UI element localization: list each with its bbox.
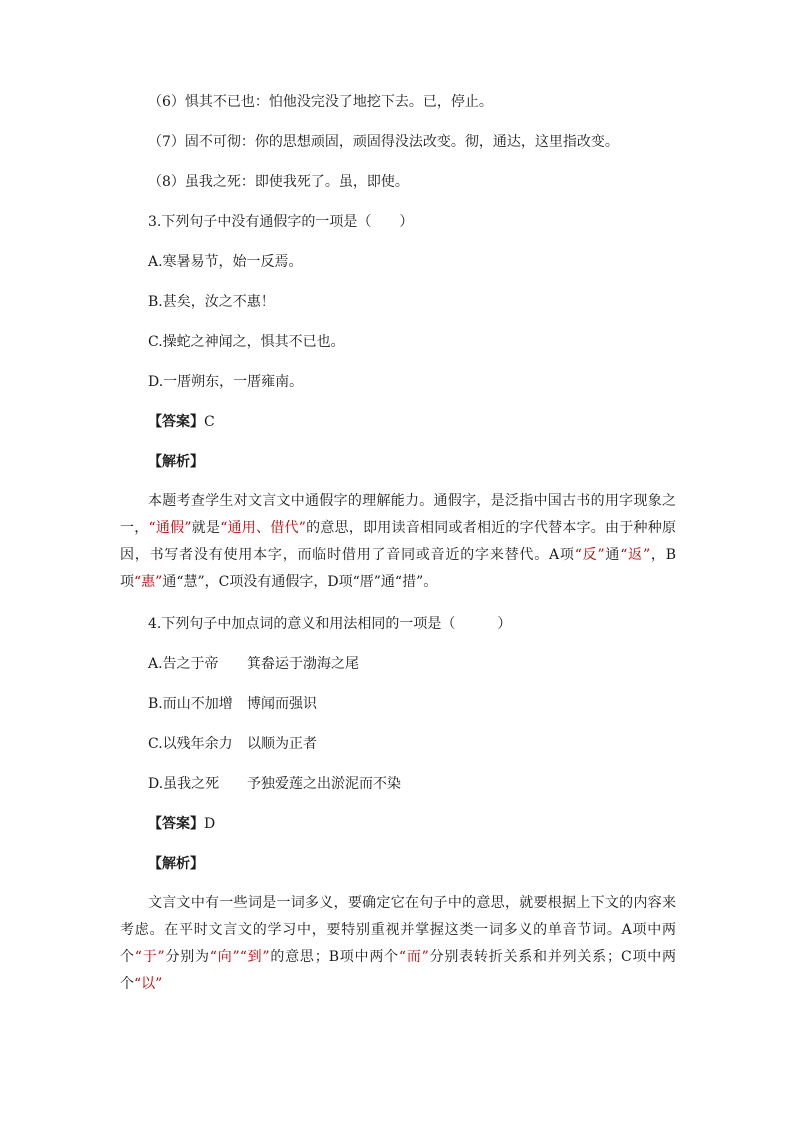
option-left: A.告之于帝 bbox=[148, 656, 219, 672]
quoted-term: “通用、借代” bbox=[220, 520, 306, 536]
note-7: （7）固不可彻：你的思想顽固，顽固得没法改变。彻，通达，这里指改变。 bbox=[148, 134, 619, 150]
question-3-analysis-label bbox=[120, 452, 678, 472]
note-8: （8）虽我之死：即使我死了。虽，即使。 bbox=[148, 174, 409, 190]
question-4-option-a bbox=[120, 654, 678, 674]
quoted-term: “到” bbox=[239, 949, 270, 965]
option-right: 以顺为正者 bbox=[247, 736, 317, 752]
quoted-term: “慧” bbox=[176, 574, 205, 590]
option-left: D.虽我之死 bbox=[148, 776, 220, 792]
analysis-segment: 的意思；B项中两个 bbox=[269, 949, 399, 965]
analysis-segment: 就是 bbox=[191, 520, 221, 536]
analysis-segment: 分别为 bbox=[164, 949, 210, 965]
analysis-segment: 通 bbox=[380, 574, 395, 590]
option-left: B.而山不加增 bbox=[148, 696, 233, 712]
analysis-segment: ，B项 bbox=[120, 547, 676, 590]
note-6: （6）惧其不已也：怕他没完没了地挖下去。已，停止。 bbox=[148, 94, 493, 110]
question-3-answer bbox=[120, 412, 678, 432]
quoted-term: “措” bbox=[394, 574, 424, 590]
analysis-label: 【解析】 bbox=[148, 856, 204, 872]
quoted-term: “以” bbox=[134, 976, 163, 992]
question-3-stem: 3.下列句子中没有通假字的一项是（ ） bbox=[148, 214, 414, 230]
answer-value: D bbox=[204, 816, 216, 832]
option-left: C.以残年余力 bbox=[148, 736, 233, 752]
question-4-analysis-text bbox=[120, 890, 678, 998]
quoted-term: “反” bbox=[574, 547, 605, 563]
quoted-term: “于” bbox=[134, 949, 165, 965]
question-3-option-a: A.寒暑易节，始一反焉。 bbox=[148, 254, 303, 270]
analysis-segment: 本题考查学生对文言文中通假字的理解能力。通假字，是泛指中国古书的用字现象之一， bbox=[120, 493, 676, 536]
question-3-option-b: B.甚矣，汝之不惠！ bbox=[148, 294, 275, 310]
answer-label: 【答案】 bbox=[148, 414, 204, 430]
question-4-option-b bbox=[120, 694, 678, 714]
option-right: 箕畚运于渤海之尾 bbox=[247, 656, 359, 672]
question-3-analysis-text bbox=[120, 488, 678, 596]
analysis-segment: 。 bbox=[423, 574, 438, 590]
analysis-label: 【解析】 bbox=[148, 454, 204, 470]
option-right: 博闻而强识 bbox=[247, 696, 317, 712]
analysis-segment: 通 bbox=[604, 547, 621, 563]
quoted-term: “向” bbox=[209, 949, 240, 965]
quoted-term: “通假” bbox=[148, 520, 192, 536]
question-3-option-d: D.一厝朔东，一厝雍南。 bbox=[148, 374, 304, 390]
question-4-option-c bbox=[120, 734, 678, 754]
analysis-segment: ，C项没有通假字，D项 bbox=[204, 574, 353, 590]
answer-value: C bbox=[204, 414, 215, 430]
question-4-option-d bbox=[120, 774, 678, 794]
analysis-segment: 的意思，即用读音相同或者相近的字代替本字。由于种种原因，书写者没有使用本字，而临时借用了音同或音近的字来替代。A项 bbox=[120, 520, 676, 563]
analysis-segment: 分别表转折关系和并列关系；C项中两个 bbox=[120, 949, 677, 992]
quoted-term: “厝” bbox=[352, 574, 381, 590]
option-right: 予独爱莲之出淤泥而不染 bbox=[247, 776, 401, 792]
quoted-term: “而” bbox=[398, 949, 429, 965]
analysis-segment: 通 bbox=[162, 574, 177, 590]
question-4-analysis-label bbox=[120, 854, 678, 874]
question-4-stem: 4.下列句子中加点词的意义和用法相同的一项是（ ） bbox=[148, 616, 512, 632]
answer-label: 【答案】 bbox=[148, 816, 204, 832]
question-4-answer bbox=[120, 814, 678, 834]
question-3-option-c: C.操蛇之神闻之，惧其不已也。 bbox=[148, 334, 345, 350]
quoted-term: “返” bbox=[620, 547, 651, 563]
analysis-segment: 文言文中有一些词是一词多义，要确定它在句子中的意思，就要根据上下文的内容来考虑。在平时文言文的学习中，要特别重视并掌握这类一词多义的单音节词。A项中两个 bbox=[120, 895, 676, 965]
quoted-term: “惠” bbox=[134, 574, 163, 590]
